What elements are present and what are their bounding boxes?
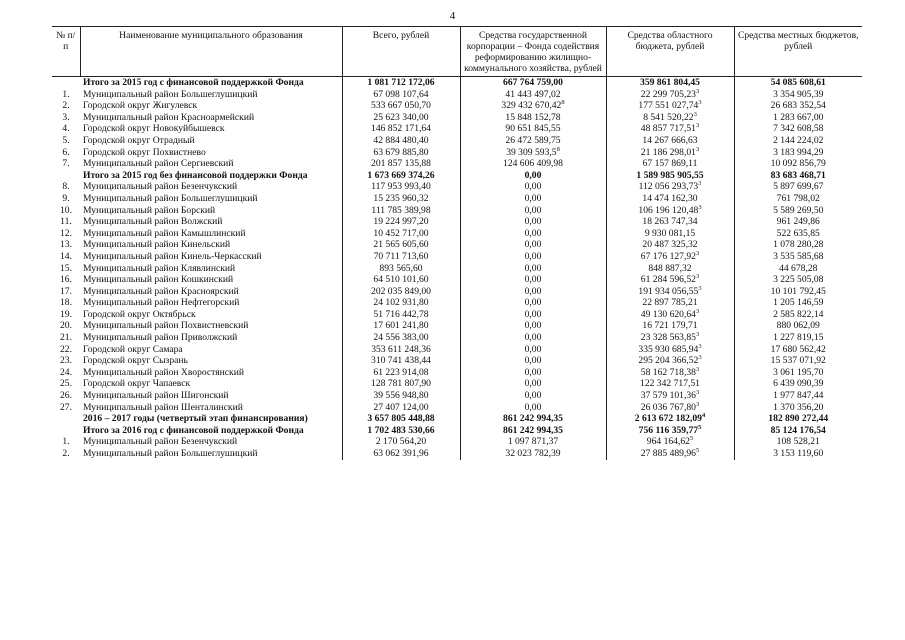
cell-fund: 0,00 [460, 181, 606, 193]
cell-no: 2. [62, 448, 70, 459]
cell-fund: 329 432 670,42$^8$ [460, 100, 606, 112]
cell-name: Муниципальный район Борский [83, 204, 216, 216]
cell-total: 39 556 948,80 [342, 390, 460, 402]
cell-local: 1 370 356,20 [734, 402, 862, 414]
cell-no: 17. [60, 285, 72, 297]
cell-local: 1 078 280,28 [734, 239, 862, 251]
table-row [52, 263, 862, 275]
cell-fund: 0,00 [460, 378, 606, 390]
footnote-mark: 3 [698, 180, 702, 188]
cell-local: 3 535 585,68 [734, 251, 862, 263]
cell-regional: 8 541 520,22$^3$ [606, 112, 734, 124]
cell-fund: 124 606 409,98 [460, 158, 606, 170]
footnote-mark: 3 [695, 331, 700, 339]
cell-fund: 0,00 [460, 320, 606, 332]
cell-regional: 848 887,32 [606, 263, 734, 275]
footnote-mark: 3 [695, 389, 700, 397]
cell-total: 128 781 807,90 [342, 378, 460, 390]
cell-fund: 15 848 152,78 [460, 112, 606, 124]
cell-no: 1. [62, 436, 70, 448]
cell-regional: 58 162 718,38$^3$ [606, 367, 734, 379]
cell-local: 10 092 856,79 [734, 158, 862, 170]
cell-regional: 16 721 179,71 [606, 320, 734, 332]
header-no: № п/п [52, 27, 80, 77]
cell-no: 19. [60, 308, 72, 320]
cell-local: 1 227 819,15 [734, 332, 862, 344]
cell-local: 880 062,09 [734, 320, 862, 332]
cell-no: 23. [60, 355, 72, 367]
cell-total: 10 452 717,00 [342, 228, 460, 240]
cell-local: 1 205 146,59 [734, 297, 862, 309]
cell-total: 24 556 383,00 [342, 332, 460, 344]
cell-name: Муниципальный район Приволжский [83, 332, 238, 344]
footnote-mark: 3 [698, 99, 702, 107]
cell-name: Муниципальный район Нефтегорский [83, 297, 240, 309]
table-row [52, 332, 862, 344]
footnote-mark: 3 [695, 365, 700, 373]
footnote-mark: 3 [698, 354, 702, 362]
cell-fund: 0,00 [460, 251, 606, 263]
table-header-row [52, 27, 862, 77]
table-body [52, 77, 862, 460]
cell-name: Муниципальный район Кинельский [83, 239, 231, 251]
header-name: Наименование муниципального образования [80, 27, 342, 77]
cell-local: 7 342 608,58 [734, 123, 862, 135]
cell-total: 63 679 885,80 [342, 147, 460, 159]
cell-name: Итого за 2015 год с финансовой поддержкой Фонда [83, 77, 304, 88]
cell-regional: 20 487 325,32 [606, 239, 734, 251]
cell-local: 10 101 792,45 [734, 286, 862, 298]
cell-local: 83 683 468,71 [734, 170, 862, 182]
cell-fund: 0,00 [460, 274, 606, 286]
footnote-mark: 5 [698, 423, 702, 431]
cell-total: 21 565 605,60 [342, 239, 460, 251]
table-row [52, 436, 862, 448]
cell-regional: 177 551 027,74$^3$ [606, 100, 734, 112]
cell-total: 2 170 564,20 [342, 436, 460, 448]
table-row [52, 402, 862, 414]
table-row-subtotal [52, 77, 862, 89]
cell-no: 6. [62, 146, 70, 158]
header-fund: Средства государственной корпорации – Фонда содействия реформированию жилищно-коммунального хозяйства, рублей [460, 27, 606, 77]
cell-no: 26. [60, 390, 72, 402]
cell-fund: 0,00 [460, 205, 606, 217]
cell-total: 51 716 442,78 [342, 309, 460, 321]
table-row [52, 100, 862, 112]
cell-name: Муниципальный район Безенчукский [83, 181, 238, 193]
footnote-mark: 3 [698, 284, 702, 292]
cell-total: 202 035 849,00 [342, 286, 460, 298]
cell-total: 117 953 993,40 [342, 181, 460, 193]
cell-fund: 0,00 [460, 355, 606, 367]
table-row [52, 251, 862, 263]
cell-fund: 32 023 782,39 [460, 448, 606, 460]
table-row [52, 355, 862, 367]
cell-total: 24 102 931,80 [342, 297, 460, 309]
cell-fund: 0,00 [460, 297, 606, 309]
cell-name: Городской округ Похвистнево [83, 146, 206, 158]
cell-fund: 0,00 [460, 228, 606, 240]
cell-total: 42 884 480,40 [342, 135, 460, 147]
cell-no: 4. [62, 123, 70, 135]
cell-fund: 0,00 [460, 367, 606, 379]
cell-total: 1 081 712 172,06 [342, 77, 460, 89]
cell-total: 201 857 135,88 [342, 158, 460, 170]
cell-name: Муниципальный район Безенчукский [83, 436, 238, 448]
cell-name: Городской округ Самара [83, 343, 183, 355]
cell-name: Городской округ Октябрьск [83, 308, 196, 320]
table-row [52, 112, 862, 124]
cell-total: 111 785 389,98 [342, 205, 460, 217]
cell-no: 25. [60, 378, 72, 390]
table-row [52, 239, 862, 251]
cell-total: 67 098 107,64 [342, 89, 460, 101]
cell-total: 310 741 438,44 [342, 355, 460, 367]
cell-local: 3 225 505,08 [734, 274, 862, 286]
header-total: Всего, рублей [342, 27, 460, 77]
cell-no: 5. [62, 134, 70, 146]
cell-regional: 61 284 596,52$^3$ [606, 274, 734, 286]
cell-total: 893 565,60 [342, 263, 460, 275]
cell-fund: 39 309 593,5$^8$ [460, 147, 606, 159]
cell-local: 1 283 667,00 [734, 112, 862, 124]
cell-no: 27. [60, 401, 72, 413]
cell-regional: 26 036 767,80$^3$ [606, 402, 734, 414]
cell-name: Муниципальный район Большеглушицкий [83, 448, 258, 459]
footnote-mark: 5 [689, 435, 694, 443]
cell-name: Муниципальный район Волжский [83, 216, 223, 228]
cell-total: 63 062 391,96 [342, 448, 460, 460]
cell-local: 3 354 905,39 [734, 89, 862, 101]
cell-name: Муниципальный район Сергиевский [83, 158, 234, 170]
cell-no: 9. [62, 192, 70, 204]
header-local: Средства местных бюджетов, рублей [734, 27, 862, 77]
cell-fund: 0,00 [460, 263, 606, 275]
cell-regional: 21 186 298,01$^3$ [606, 147, 734, 159]
cell-total: 1 702 483 530,66 [342, 425, 460, 437]
cell-local: 108 528,21 [734, 436, 862, 448]
cell-name: Муниципальный район Камышлинский [83, 227, 246, 239]
table-row [52, 390, 862, 402]
table-row [52, 135, 862, 147]
cell-regional: 112 056 293,73$^3$ [606, 181, 734, 193]
cell-local: 2 144 224,02 [734, 135, 862, 147]
table-row [52, 123, 862, 135]
cell-total: 17 601 241,80 [342, 320, 460, 332]
cell-name: Муниципальный район Шигонский [83, 390, 229, 402]
table-row [52, 181, 862, 193]
table-row [52, 193, 862, 205]
cell-name: Муниципальный район Клявлинский [83, 262, 236, 274]
cell-local: 2 585 822,14 [734, 309, 862, 321]
cell-total: 3 657 805 448,88 [342, 413, 460, 425]
cell-fund: 667 764 759,00 [460, 77, 606, 89]
cell-fund: 0,00 [460, 402, 606, 414]
cell-regional: 23 328 563,85$^3$ [606, 332, 734, 344]
page-number: 4 [449, 10, 456, 22]
cell-regional: 49 130 620,64$^3$ [606, 309, 734, 321]
cell-local: 3 183 994,29 [734, 147, 862, 159]
cell-no: 2. [62, 100, 70, 112]
cell-regional: 756 116 359,77$^5$ [606, 425, 734, 437]
cell-no: 14. [60, 250, 72, 262]
cell-name: Муниципальный район Хворостянский [83, 366, 244, 378]
cell-no [52, 425, 80, 437]
cell-total: 353 611 248,36 [342, 344, 460, 356]
cell-fund: 0,00 [460, 239, 606, 251]
cell-fund: 0,00 [460, 332, 606, 344]
cell-name: Муниципальный район Шенталинский [83, 401, 243, 413]
cell-no: 22. [60, 343, 72, 355]
cell-regional: 27 885 489,96$^5$ [606, 448, 734, 460]
cell-local: 5 897 699,67 [734, 181, 862, 193]
cell-name: Муниципальный район Кинель-Черкасский [83, 250, 262, 262]
cell-fund: 90 651 845,55 [460, 123, 606, 135]
cell-no: 7. [62, 158, 70, 170]
footnote-mark: 3 [695, 307, 700, 315]
table-row [52, 216, 862, 228]
footnote-mark: 3 [695, 145, 700, 153]
cell-regional: 359 861 804,45 [606, 77, 734, 89]
table-row [52, 89, 862, 101]
table-row [52, 228, 862, 240]
cell-local: 15 537 071,92 [734, 355, 862, 367]
footnote-mark: 4 [701, 412, 706, 420]
table-row [52, 320, 862, 332]
cell-regional: 67 157 869,11 [606, 158, 734, 170]
cell-regional: 14 267 666,63 [606, 135, 734, 147]
cell-regional: 964 164,62$^5$ [606, 436, 734, 448]
cell-local: 5 589 269,50 [734, 205, 862, 217]
cell-no: 8. [62, 181, 70, 193]
footnote-mark: 3 [698, 342, 702, 350]
cell-no: 15. [60, 262, 72, 274]
cell-regional: 37 579 101,36$^3$ [606, 390, 734, 402]
cell-no: 3. [62, 111, 70, 123]
cell-regional: 22 299 705,23$^3$ [606, 89, 734, 101]
cell-no: 1. [62, 88, 70, 100]
cell-regional: 122 342 717,51 [606, 378, 734, 390]
cell-total: 146 852 171,64 [342, 123, 460, 135]
footnote-mark: 8 [561, 99, 565, 107]
cell-local: 54 085 608,61 [734, 77, 862, 89]
cell-regional: 9 930 081,15 [606, 228, 734, 240]
cell-fund: 0,00 [460, 286, 606, 298]
cell-local: 6 439 090,39 [734, 378, 862, 390]
cell-regional: 2 613 672 182,09$^4$ [606, 413, 734, 425]
cell-no [52, 77, 80, 89]
cell-regional: 191 934 056,55$^3$ [606, 286, 734, 298]
cell-regional: 295 204 366,52$^3$ [606, 355, 734, 367]
cell-regional: 335 930 685,94$^3$ [606, 344, 734, 356]
cell-total: 19 224 997,20 [342, 216, 460, 228]
cell-local: 85 124 176,54 [734, 425, 862, 437]
cell-regional: 48 857 717,51$^3$ [606, 123, 734, 135]
footnote-mark: 3 [693, 110, 697, 118]
footnote-mark: 3 [695, 122, 700, 130]
cell-name: Городской округ Жигулевск [83, 100, 198, 112]
cell-total: 64 510 101,60 [342, 274, 460, 286]
cell-name: Муниципальный район Красноярский [83, 285, 239, 297]
cell-total: 1 673 669 374,26 [342, 170, 460, 182]
cell-name: Муниципальный район Большеглушицкий [83, 88, 258, 100]
table-row [52, 367, 862, 379]
cell-regional: 67 176 127,92$^3$ [606, 251, 734, 263]
table-row-subtotal [52, 170, 862, 182]
cell-fund: 1 097 871,37 [460, 436, 606, 448]
cell-fund: 26 472 589,75 [460, 135, 606, 147]
cell-no: 21. [60, 332, 72, 344]
footnote-mark: 3 [695, 249, 700, 257]
cell-fund: 861 242 994,35 [460, 413, 606, 425]
cell-no: 20. [60, 320, 72, 332]
cell-fund: 861 242 994,35 [460, 425, 606, 437]
footnote-mark: 3 [698, 203, 702, 211]
cell-name: Городской округ Чапаевск [83, 378, 191, 390]
header-regional: Средства областного бюджета, рублей [606, 27, 734, 77]
cell-no: 12. [60, 227, 72, 239]
cell-name: Муниципальный район Красноармейский [83, 111, 255, 123]
funding-table [52, 26, 862, 460]
cell-regional: 18 263 747,34 [606, 216, 734, 228]
cell-total: 70 711 713,60 [342, 251, 460, 263]
cell-fund: 41 443 497,02 [460, 89, 606, 101]
cell-fund: 0,00 [460, 390, 606, 402]
table-row [52, 205, 862, 217]
footnote-mark: 8 [556, 145, 560, 153]
cell-total: 61 223 914,08 [342, 367, 460, 379]
cell-name: Итого за 2016 год с финансовой поддержкой Фонда [83, 424, 304, 436]
footnote-mark: 3 [695, 273, 700, 281]
cell-name: Муниципальный район Кошкинский [83, 274, 234, 286]
cell-no: 10. [60, 204, 72, 216]
cell-local: 3 061 195,70 [734, 367, 862, 379]
table-row [52, 147, 862, 159]
table-row [52, 378, 862, 390]
cell-fund: 0,00 [460, 216, 606, 228]
cell-name: Муниципальный район Большеглушицкий [83, 192, 258, 204]
cell-no: 24. [60, 366, 72, 378]
cell-fund: 0,00 [460, 170, 606, 182]
cell-no: 16. [60, 274, 72, 286]
cell-total: 15 235 960,32 [342, 193, 460, 205]
cell-fund: 0,00 [460, 193, 606, 205]
cell-name: 2016 – 2017 годы (четвертый этап финансирования) [83, 413, 308, 425]
cell-local: 522 635,85 [734, 228, 862, 240]
cell-no [52, 170, 80, 182]
cell-no [52, 413, 80, 425]
footnote-mark: 5 [695, 447, 700, 454]
table-row [52, 286, 862, 298]
cell-local: 961 249,86 [734, 216, 862, 228]
cell-name: Городской округ Сызрань [83, 355, 188, 367]
table-row-subtotal [52, 425, 862, 437]
cell-local: 3 153 119,60 [734, 448, 862, 460]
table-row [52, 274, 862, 286]
table-row [52, 448, 862, 460]
footnote-mark: 3 [695, 87, 700, 95]
table-row-subtotal [52, 413, 862, 425]
table-row [52, 158, 862, 170]
cell-name: Итого за 2015 год без финансовой поддержки Фонда [83, 169, 308, 181]
cell-local: 44 678,28 [734, 263, 862, 275]
cell-regional: 1 589 985 905,55 [606, 170, 734, 182]
table-row [52, 297, 862, 309]
cell-local: 761 798,02 [734, 193, 862, 205]
cell-local: 17 680 562,42 [734, 344, 862, 356]
cell-regional: 106 196 120,48$^3$ [606, 205, 734, 217]
cell-total: 533 667 050,70 [342, 100, 460, 112]
cell-no: 18. [60, 297, 72, 309]
cell-name: Городской округ Отрадный [83, 134, 195, 146]
cell-no: 11. [60, 216, 72, 228]
cell-regional: 14 474 162,30 [606, 193, 734, 205]
table-row [52, 344, 862, 356]
cell-name: Городской округ Новокуйбышевск [83, 123, 225, 135]
cell-local: 26 683 352,54 [734, 100, 862, 112]
footnote-mark: 3 [695, 400, 700, 408]
cell-regional: 22 897 785,21 [606, 297, 734, 309]
cell-fund: 0,00 [460, 344, 606, 356]
cell-no: 13. [60, 239, 72, 251]
cell-local: 1 977 847,44 [734, 390, 862, 402]
cell-fund: 0,00 [460, 309, 606, 321]
cell-total: 25 623 340,00 [342, 112, 460, 124]
table-row [52, 309, 862, 321]
cell-local: 182 890 272,44 [734, 413, 862, 425]
cell-name: Муниципальный район Похвистневский [83, 320, 249, 332]
cell-total: 27 407 124,00 [342, 402, 460, 414]
